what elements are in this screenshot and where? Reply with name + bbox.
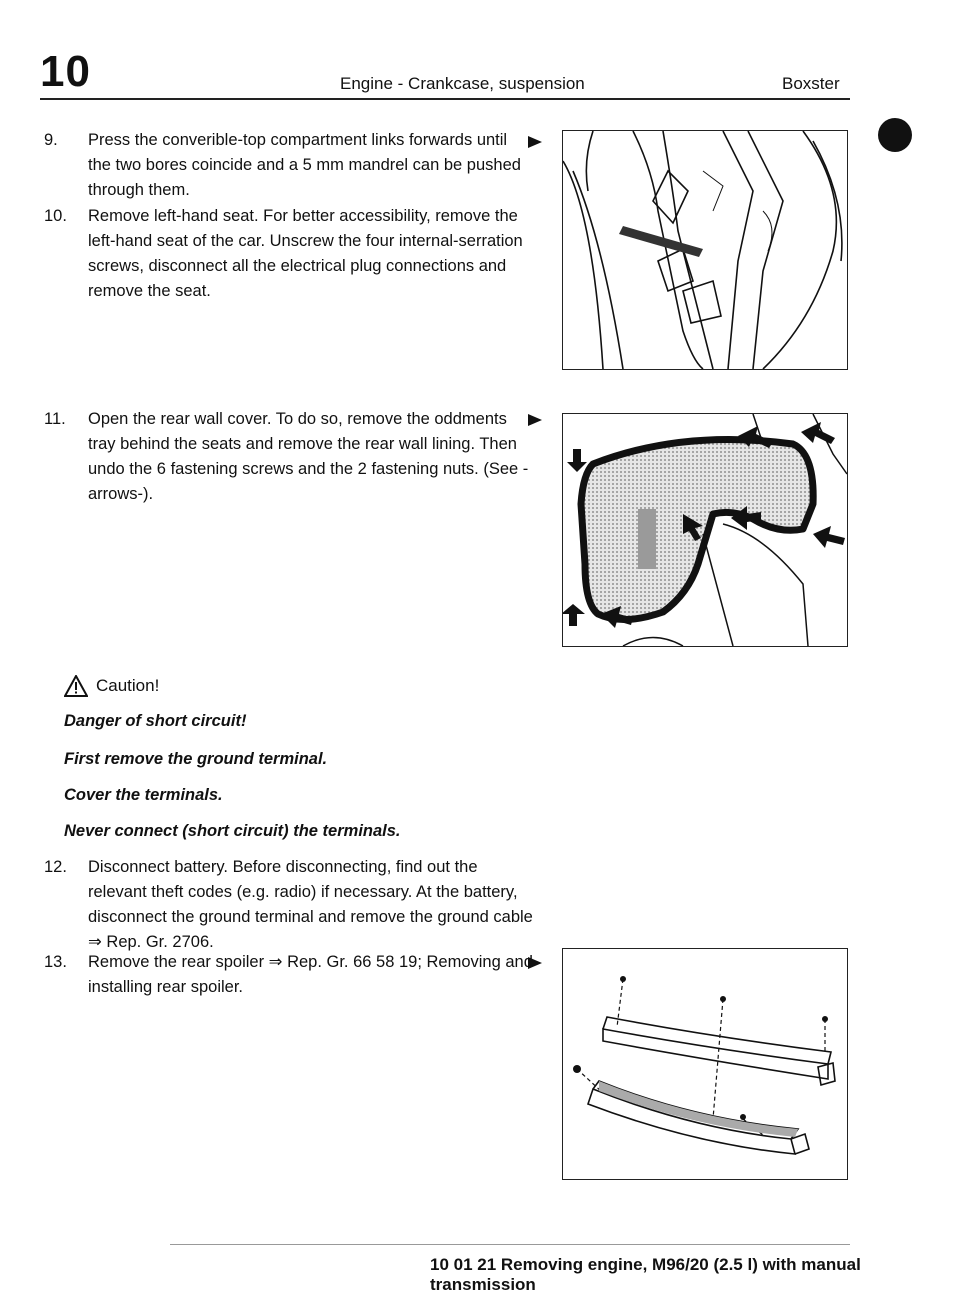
step-9: [44, 128, 534, 203]
footer-rule: [170, 1244, 850, 1245]
step-text: Remove left-hand seat. For better accessibility, remove the left-hand seat of the car. Unscrew the four internal-serration screws, disconnect all the electrical plug connections and remove the seat.: [88, 207, 523, 300]
caution-heading: [64, 675, 159, 697]
step-10: [44, 204, 534, 304]
figure-rear-spoiler: [562, 948, 848, 1180]
figure-pointer-icon: [528, 136, 542, 148]
step-text: Remove the rear spoiler ⇒ Rep. Gr. 66 58 19; Removing and installing rear spoiler.: [88, 953, 533, 996]
step-number: 12.: [44, 858, 67, 876]
chapter-number: 10: [40, 47, 91, 96]
step-text: Open the rear wall cover. To do so, remove the oddments tray behind the seats and remove the rear wall lining. Then undo the 6 fastening screws and the 2 fastening nuts. (See -arrows-).: [88, 410, 529, 503]
caution-line: Danger of short circuit!: [64, 712, 247, 730]
caution-line: Cover the terminals.: [64, 786, 223, 804]
step-text: Disconnect battery. Before disconnecting, find out the relevant theft codes (e.g. radio) if necessary. At the battery, disconnect the ground terminal and remove the ground cable ⇒ Rep. Gr. 2706.: [88, 858, 533, 951]
step-11: [44, 407, 534, 507]
caution-line: Never connect (short circuit) the terminals.: [64, 822, 401, 840]
caution-line: First remove the ground terminal.: [64, 750, 328, 768]
binding-hole-mark: [878, 118, 912, 152]
page-title: Engine - Crankcase, suspension: [340, 74, 585, 93]
footer-text: 10 01 21 Removing engine, M96/20 (2.5 l) with manual transmission: [430, 1255, 861, 1294]
step-12: [44, 855, 534, 955]
step-13: [44, 950, 534, 1000]
caution-label: Caution!: [96, 676, 160, 695]
figure-rear-wall-cover: [562, 413, 848, 647]
step-number: 10.: [44, 207, 67, 225]
step-text: Press the converible-top compartment links forwards until the two bores coincide and a 5 mm mandrel can be pushed through them.: [88, 131, 521, 199]
figure-top-links: [562, 130, 848, 370]
step-number: 11.: [44, 410, 66, 428]
figure-pointer-icon: [528, 414, 542, 426]
step-number: 13.: [44, 953, 67, 971]
step-number: 9.: [44, 131, 58, 149]
brand-label: Boxster: [782, 74, 840, 93]
figure-pointer-icon: [528, 957, 542, 969]
warning-triangle-icon: [64, 675, 88, 697]
header-rule: [40, 98, 850, 100]
